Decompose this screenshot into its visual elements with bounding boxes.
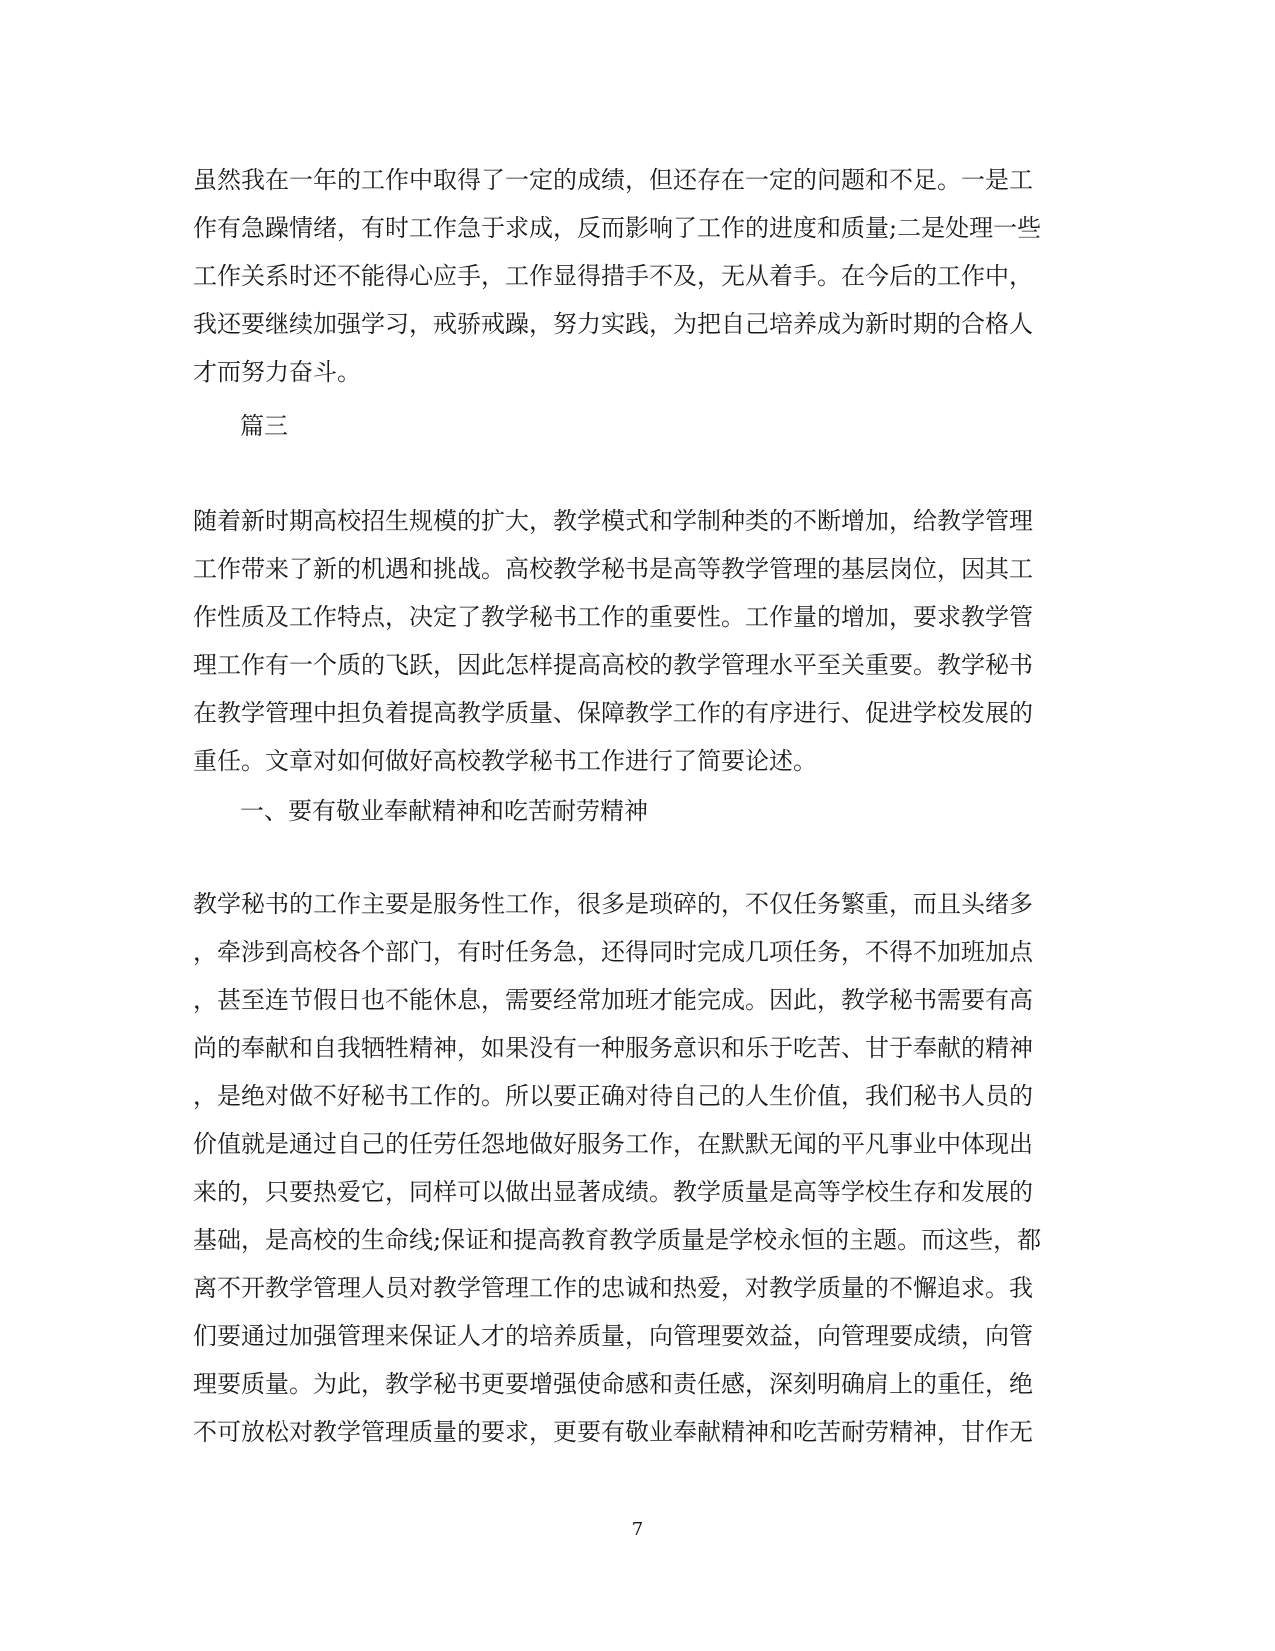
paragraph-line: 在教学管理中担负着提高教学质量、保障教学工作的有序进行、促进学校发展的 <box>193 699 1033 727</box>
section-heading-1: 篇三 <box>240 412 288 440</box>
paragraph-line: 我还要继续加强学习，戒骄戒躁，努力实践，为把自己培养成为新时期的合格人 <box>193 310 1033 338</box>
paragraph-line: 价值就是通过自己的任劳任怨地做好服务工作，在默默无闻的平凡事业中体现出 <box>193 1130 1033 1158</box>
paragraph-1 <box>193 156 1083 396</box>
paragraph-line: 才而努力奋斗。 <box>193 358 361 386</box>
paragraph-line: 工作关系时还不能得心应手，工作显得措手不及，无从着手。在今后的工作中， <box>193 262 1033 290</box>
paragraph-3 <box>193 880 1083 1456</box>
paragraph-line: 工作带来了新的机遇和挑战。高校教学秘书是高等教学管理的基层岗位，因其工 <box>193 555 1033 583</box>
paragraph-line: 作有急躁情绪，有时工作急于求成，反而影响了工作的进度和质量;二是处理一些 <box>193 214 1042 242</box>
paragraph-line: 教学秘书的工作主要是服务性工作，很多是琐碎的，不仅任务繁重，而且头绪多 <box>193 890 1033 918</box>
paragraph-line: ，牵涉到高校各个部门，有时任务急，还得同时完成几项任务，不得不加班加点 <box>193 938 1033 966</box>
paragraph-line: 来的，只要热爱它，同样可以做出显著成绩。教学质量是高等学校生存和发展的 <box>193 1178 1033 1206</box>
paragraph-line: ，甚至连节假日也不能休息，需要经常加班才能完成。因此，教学秘书需要有高 <box>193 986 1033 1014</box>
paragraph-2 <box>193 497 1083 785</box>
paragraph-line: 虽然我在一年的工作中取得了一定的成绩，但还存在一定的问题和不足。一是工 <box>193 166 1033 194</box>
paragraph-line: 离不开教学管理人员对教学管理工作的忠诚和热爱，对教学质量的不懈追求。我 <box>193 1274 1033 1302</box>
paragraph-line: 重任。文章对如何做好高校教学秘书工作进行了简要论述。 <box>193 747 817 775</box>
paragraph-line: 不可放松对教学管理质量的要求，更要有敬业奉献精神和吃苦耐劳精神，甘作无 <box>193 1418 1033 1446</box>
page-number: 7 <box>631 1519 644 1540</box>
paragraph-line: 作性质及工作特点，决定了教学秘书工作的重要性。工作量的增加，要求教学管 <box>193 603 1033 631</box>
paragraph-line: 尚的奉献和自我牺牲精神，如果没有一种服务意识和乐于吃苦、甘于奉献的精神 <box>193 1034 1033 1062</box>
paragraph-line: ，是绝对做不好秘书工作的。所以要正确对待自己的人生价值，我们秘书人员的 <box>193 1082 1033 1110</box>
section-heading-2: 一、要有敬业奉献精神和吃苦耐劳精神 <box>240 797 648 825</box>
paragraph-line: 理要质量。为此，教学秘书更要增强使命感和责任感，深刻明确肩上的重任，绝 <box>193 1370 1033 1398</box>
paragraph-line: 基础，是高校的生命线;保证和提高教育教学质量是学校永恒的主题。而这些，都 <box>193 1226 1042 1254</box>
paragraph-line: 理工作有一个质的飞跃，因此怎样提高高校的教学管理水平至关重要。教学秘书 <box>193 651 1033 679</box>
paragraph-line: 们要通过加强管理来保证人才的培养质量，向管理要效益，向管理要成绩，向管 <box>193 1322 1033 1350</box>
paragraph-line: 随着新时期高校招生规模的扩大，教学模式和学制种类的不断增加，给教学管理 <box>193 507 1033 535</box>
